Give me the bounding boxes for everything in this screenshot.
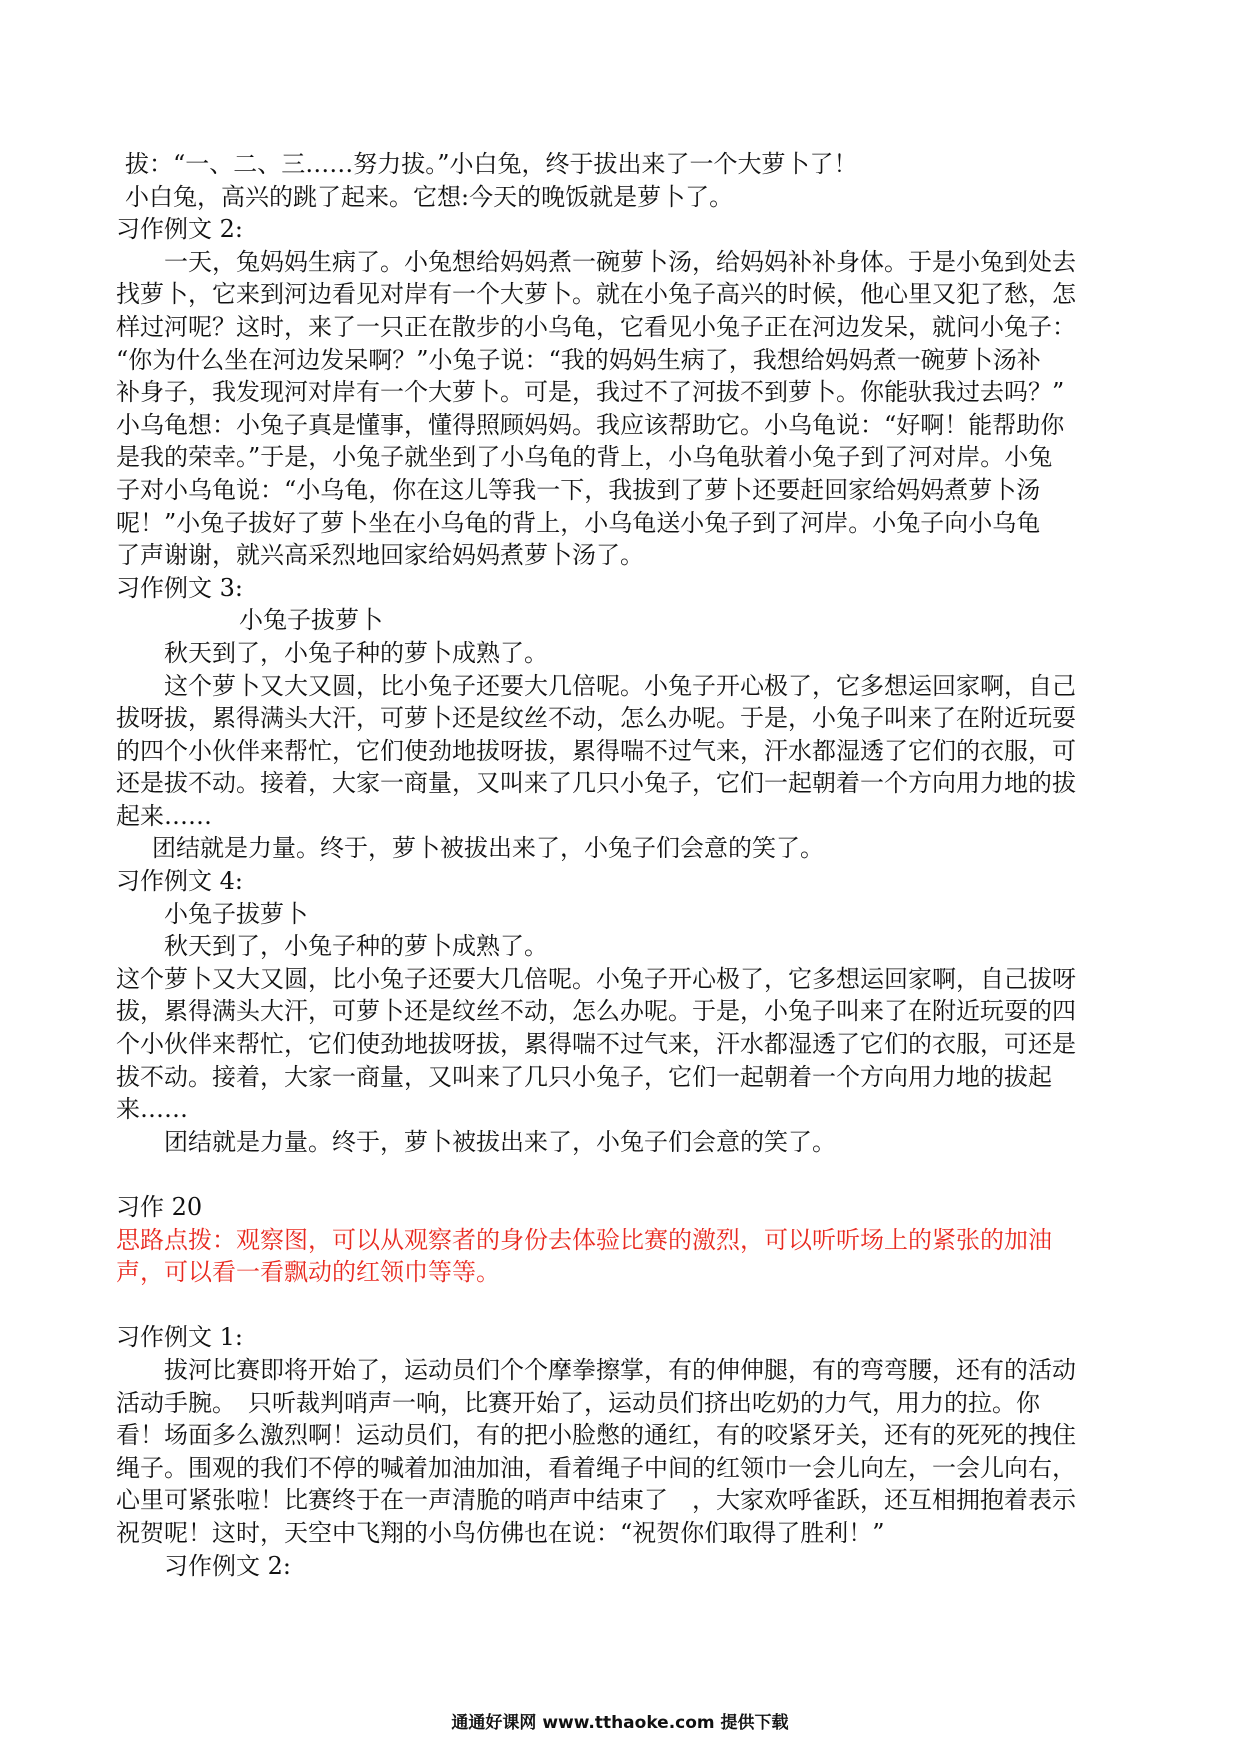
- section-heading: 习作例文 2:: [116, 215, 243, 244]
- section-heading: 习作例文 1:: [116, 1323, 243, 1352]
- text-line: 活动手腕。 只听裁判哨声一响，比赛开始了，运动员们挤出吃奶的力气，用力的拉。你: [116, 1388, 1040, 1417]
- text-line: 这个萝卜又大又圆，比小兔子还要大几倍呢。小兔子开心极了，它多想运回家啊，自己拔呀: [116, 964, 1076, 993]
- document-body: [116, 148, 1126, 1582]
- page-footer: 通通好课网 www.tthaoke.com 提供下载: [451, 1713, 789, 1733]
- text-line: 的四个小伙伴来帮忙，它们使劲地拔呀拔，累得喘不过气来，汗水都湿透了它们的衣服，可: [116, 736, 1076, 765]
- text-line: 了声谢谢，就兴高采烈地回家给妈妈煮萝卜汤了。: [116, 541, 644, 570]
- text-line: 子对小乌龟说：“小乌龟，你在这儿等我一下，我拔到了萝卜还要赶回家给妈妈煮萝卜汤: [116, 475, 1041, 504]
- text-line: 拔河比赛即将开始了，运动员们个个摩拳擦掌，有的伸伸腿，有的弯弯腰，还有的活动: [164, 1355, 1076, 1384]
- essay-title: 小兔子拔萝卜: [239, 606, 383, 635]
- text-line: 呢！”小兔子拔好了萝卜坐在小乌龟的背上，小乌龟送小兔子到了河岸。小兔子向小乌龟: [116, 508, 1041, 537]
- text-line: 祝贺呢！这时，天空中飞翔的小鸟仿佛也在说：“祝贺你们取得了胜利！”: [116, 1518, 885, 1547]
- section-heading: 习作例文 2:: [164, 1551, 291, 1580]
- blank-line: [116, 1158, 1126, 1191]
- text-line: “你为什么坐在河边发呆啊？”小兔子说：“我的妈妈生病了，我想给妈妈煮一碗萝卜汤补: [116, 345, 1041, 374]
- text-line: 心里可紧张啦！比赛终于在一声清脆的哨声中结束了 ，大家欢呼雀跃，还互相拥抱着表示: [116, 1486, 1076, 1515]
- text-line: 秋天到了，小兔子种的萝卜成熟了。: [164, 932, 548, 961]
- text-line: 起来……: [116, 801, 212, 830]
- text-line: 拔呀拔，累得满头大汗，可萝卜还是纹丝不动，怎么办呢。于是，小兔子叫来了在附近玩耍: [116, 704, 1076, 733]
- text-line: 看！场面多么激烈啊！运动员们，有的把小脸憋的通红，有的咬紧牙关，还有的死死的拽住: [116, 1421, 1076, 1450]
- text-line: 团结就是力量。终于，萝卜被拔出来了，小兔子们会意的笑了。: [164, 1127, 836, 1156]
- text-line: 来……: [116, 1095, 188, 1124]
- text-line: 秋天到了，小兔子种的萝卜成熟了。: [164, 638, 548, 667]
- text-line: 团结就是力量。终于，萝卜被拔出来了，小兔子们会意的笑了。: [152, 834, 824, 863]
- text-line: 这个萝卜又大又圆，比小兔子还要大几倍呢。小兔子开心极了，它多想运回家啊，自己: [164, 671, 1076, 700]
- text-line: 个小伙伴来帮忙，它们使劲地拔呀拔，累得喘不过气来，汗水都湿透了它们的衣服，可还是: [116, 1030, 1076, 1059]
- text-line: 样过河呢？这时，来了一只正在散步的小乌龟，它看见小兔子正在河边发呆，就问小兔子：: [116, 312, 1076, 341]
- blank-line: [116, 1289, 1126, 1322]
- text-line: 拔不动。接着，大家一商量，又叫来了几只小兔子，它们一起朝着一个方向用力地的拔起: [116, 1062, 1052, 1091]
- section-heading: 习作例文 4:: [116, 867, 243, 896]
- text-line: 一天，兔妈妈生病了。小兔想给妈妈煮一碗萝卜汤，给妈妈补补身体。于是小兔到处去: [164, 247, 1076, 276]
- text-line: 小乌龟想：小兔子真是懂事，懂得照顾妈妈。我应该帮助它。小乌龟说：“好啊！能帮助你: [116, 410, 1065, 439]
- text-line: 拔：“一、二、三……努力拔。”小白兔，终于拔出来了一个大萝卜了！: [125, 150, 858, 178]
- text-line: 拔，累得满头大汗，可萝卜还是纹丝不动，怎么办呢。于是，小兔子叫来了在附近玩耍的四: [116, 997, 1076, 1026]
- text-line: 还是拔不动。接着，大家一商量，又叫来了几只小兔子，它们一起朝着一个方向用力地的拔: [116, 769, 1076, 798]
- hint-text: 思路点拨：观察图，可以从观察者的身份去体验比赛的激烈，可以听听场上的紧张的加油: [116, 1225, 1052, 1254]
- text-line: 绳子。围观的我们不停的喊着加油加油，看着绳子中间的红领巾一会儿向左，一会儿向右，: [116, 1453, 1076, 1482]
- text-line: 小白兔，高兴的跳了起来。它想:今天的晚饭就是萝卜了。: [125, 182, 734, 211]
- text-line: 补身子，我发现河对岸有一个大萝卜。可是，我过不了河拔不到萝卜。你能驮我过去吗？”: [116, 378, 1065, 407]
- text-line: 找萝卜，它来到河边看见对岸有一个大萝卜。就在小兔子高兴的时候，他心里又犯了愁，怎: [116, 280, 1076, 309]
- text-line: 是我的荣幸。”于是，小兔子就坐到了小乌龟的背上，小乌龟驮着小兔子到了河对岸。小兔: [116, 443, 1053, 472]
- hint-text: 声，可以看一看飘动的红领巾等等。: [116, 1258, 500, 1287]
- essay-title: 小兔子拔萝卜: [164, 899, 308, 928]
- section-heading: 习作 20: [116, 1193, 203, 1221]
- section-heading: 习作例文 3:: [116, 573, 243, 602]
